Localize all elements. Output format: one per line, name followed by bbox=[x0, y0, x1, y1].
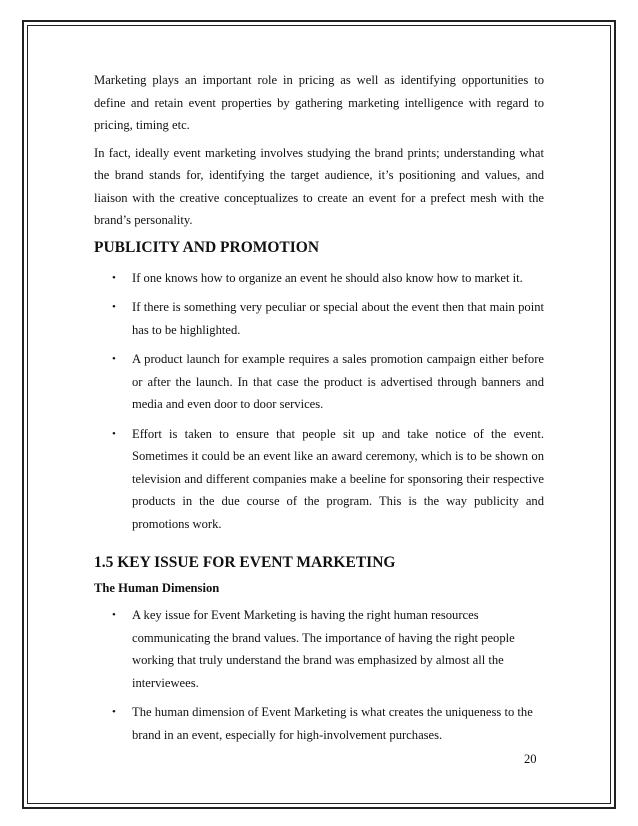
paragraph-marketing-pricing: Marketing plays an important role in pricing as well as identifying opportunities to define and retain event properties by gathering marketing intelligence with regard to pricing, timing etc. bbox=[94, 73, 544, 132]
bullet-icon: • bbox=[112, 301, 116, 313]
bullet-icon: • bbox=[112, 609, 116, 621]
list-item-text: The human dimension of Event Marketing is what creates the uniqueness to the brand in an event, especially for high-involvement purchases. bbox=[132, 705, 533, 742]
page-content bbox=[94, 69, 544, 753]
list-item bbox=[94, 423, 544, 536]
list-item bbox=[94, 348, 544, 416]
list-item bbox=[94, 604, 544, 694]
list-item-text: Effort is taken to ensure that people sit up and take notice of the event. Sometimes it could be an event like an award ceremony, which is to be shown on television and different companies make a beeline for sponsoring their respective products in the due course of the program. This is the way publicity and promotions work. bbox=[132, 426, 544, 531]
key-issue-heading: 1.5 KEY ISSUE FOR EVENT MARKETING bbox=[94, 554, 396, 571]
list-item-text: A key issue for Event Marketing is having the right human resources communicating the brand values. The importance of having the right people working that truly understand the brand was emphasized by almost all the interviewees. bbox=[132, 608, 515, 690]
bullet-icon: • bbox=[112, 427, 116, 440]
list-item-text: If there is something very peculiar or special about the event then that main point has to be highlighted. bbox=[132, 300, 544, 337]
list-item-text: If one knows how to organize an event he should also know how to market it. bbox=[132, 270, 523, 285]
human-dimension-subheading: The Human Dimension bbox=[94, 581, 220, 595]
list-item bbox=[94, 267, 544, 290]
publicity-bullet-list bbox=[94, 267, 544, 536]
bullet-icon: • bbox=[112, 353, 116, 365]
list-item-text: A product launch for example requires a sales promotion campaign either before or after the launch. In that case the product is advertised through banners and media and even door to door services. bbox=[132, 352, 544, 411]
bullet-icon: • bbox=[112, 706, 116, 718]
publicity-heading: PUBLICITY AND PROMOTION bbox=[94, 238, 320, 256]
page-number: 20 bbox=[524, 752, 537, 766]
list-item bbox=[94, 296, 544, 341]
bullet-icon: • bbox=[112, 271, 116, 284]
paragraph-event-marketing: In fact, ideally event marketing involves studying the brand prints; understanding what the brand stands for, identifying the target audience, it’s positioning and values, and liaison with the creative conceptualizes to create an event for a prefect mesh with the brand’s personality. bbox=[94, 145, 544, 227]
list-item bbox=[94, 701, 544, 746]
human-dimension-bullet-list bbox=[94, 604, 544, 746]
